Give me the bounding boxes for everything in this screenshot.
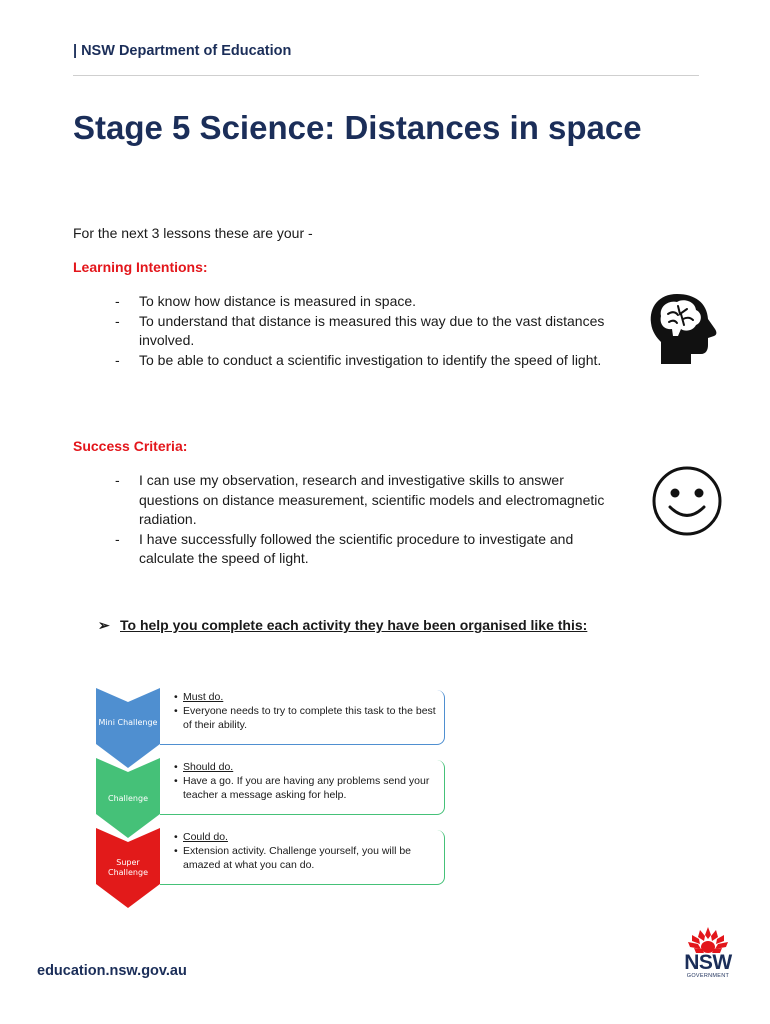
list-item [174, 760, 444, 774]
nsw-logo-subtext: GOVERNMENT [686, 973, 730, 979]
learning-intentions-heading: Learning Intentions: [73, 259, 208, 275]
list-item: • Everyone needs to try to complete this task to the best of their ability. [174, 704, 444, 732]
page-title: Stage 5 Science: Distances in space [73, 109, 642, 146]
mini-challenge-shape [96, 688, 160, 768]
list-item [174, 830, 444, 844]
challenge-label: Challenge [108, 794, 148, 803]
nsw-government-logo [680, 925, 736, 985]
success-criteria-list [112, 471, 627, 569]
list-item [174, 690, 444, 704]
learning-intentions-list [112, 292, 627, 370]
organisation-note-text: To help you complete each activity they have been organised like this: [120, 617, 588, 633]
list-item: • Have a go. If you are having any problems send your teacher a message asking for help. [174, 774, 444, 802]
list-item: - I have successfully followed the scientific procedure to investigate and calculate the speed of light. [112, 530, 627, 569]
smiley-face-icon [650, 466, 724, 536]
list-item: - To know how distance is measured in space. [112, 292, 627, 312]
challenge-line1: Should do. [183, 761, 234, 773]
challenge-box [160, 760, 445, 815]
super-challenge-line1: Could do. [183, 831, 228, 843]
mini-challenge-line1: Must do. [183, 691, 224, 703]
page-header: | NSW Department of Education [73, 43, 292, 59]
arrow-bullet-icon: ➢ [98, 617, 110, 633]
header-divider [73, 75, 699, 76]
list-item: - To be able to conduct a scientific investigation to identify the speed of light. [112, 351, 627, 371]
mini-challenge-box [160, 690, 445, 745]
organisation-note [98, 617, 587, 634]
intro-text: For the next 3 lessons these are your - [73, 225, 313, 241]
list-item: • Extension activity. Challenge yourself, you will be amazed at what you can do. [174, 844, 444, 872]
brain-head-icon [647, 292, 719, 366]
super-challenge-box [160, 830, 445, 885]
super-challenge-label: Super Challenge [108, 858, 148, 877]
nsw-logo-text: NSW [684, 951, 732, 974]
list-item: - To understand that distance is measured this way due to the vast distances involved. [112, 312, 627, 351]
mini-challenge-label: Mini Challenge [98, 718, 158, 727]
challenge-levels-diagram [96, 688, 452, 912]
success-criteria-heading: Success Criteria: [73, 438, 188, 454]
footer-url: education.nsw.gov.au [37, 963, 187, 979]
list-item: - I can use my observation, research and investigative skills to answer questions on distance measurement, scientific models and electromagnetic radiation. [112, 471, 627, 530]
